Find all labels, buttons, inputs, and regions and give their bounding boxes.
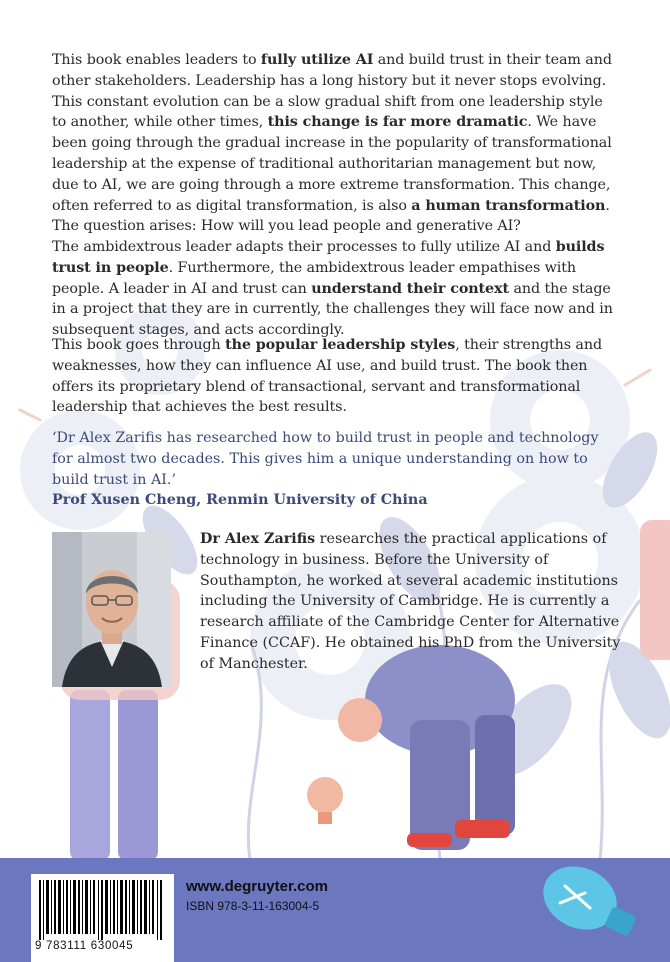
author-photo [52, 532, 171, 687]
isbn-number: ISBN 978-3-11-163004-5 [186, 899, 320, 913]
endorsement-text: ‘Dr Alex Zarifis has researched how to build trust in people and technology for almost two decades. This gives him a unique understanding on how to build trust in AI.’ [52, 430, 599, 488]
author-name: Dr Alex Zarifis [200, 531, 316, 547]
publisher-website[interactable]: www.degruyter.com [186, 878, 328, 895]
description-paragraph-1: This book enables leaders to fully utilize AI and build trust in their team and other stakeholders. Leadership has a long history but it never stops evolving. This constant evolution can be a slow gradual shift from one leadership style to another, while other times, this change is far more dramatic. We have been going through the gradual increase in the popularity of transformational leadership at the expense of traditional authoritarian management but now, due to AI, we are going through a more extreme transformation. This change, often referred to as digital transformation, is also a human transformation. The question arises: How will you lead people and generative AI? [52, 52, 612, 235]
author-bio [200, 529, 630, 675]
author-bio-text: researches the practical applications of technology in business. Before the University of Southampton, he worked at several academic institutions including the University of Cambridge. He is currently a research affiliate of the Cambridge Center for Alternative Finance (CCAF). He obtained his PhD from the University of Manchester. [200, 531, 621, 672]
endorsement-attribution: Prof Xusen Cheng, Renmin University of China [52, 492, 428, 509]
lightbulb-icon [533, 858, 637, 941]
endorsement-quote [52, 428, 622, 511]
isbn-barcode [31, 874, 174, 962]
description-paragraph-2: The ambidextrous leader adapts their processes to fully utilize AI and builds trust in people. Furthermore, the ambidextrous leader empathises with people. A leader in AI and trust can understand their context and the stage in a project that they are in currently, the challenges they will face now and in subsequent stages, and acts accordingly. [52, 239, 613, 339]
barcode-digits: 9 783111 630045 [35, 940, 134, 952]
description-paragraph-3: This book goes through the popular leadership styles, their strengths and weaknesses, how they can influence AI use, and build trust. The book then offers its proprietary blend of transactional, servant and transformational leadership that achieves the best results. [52, 337, 603, 416]
